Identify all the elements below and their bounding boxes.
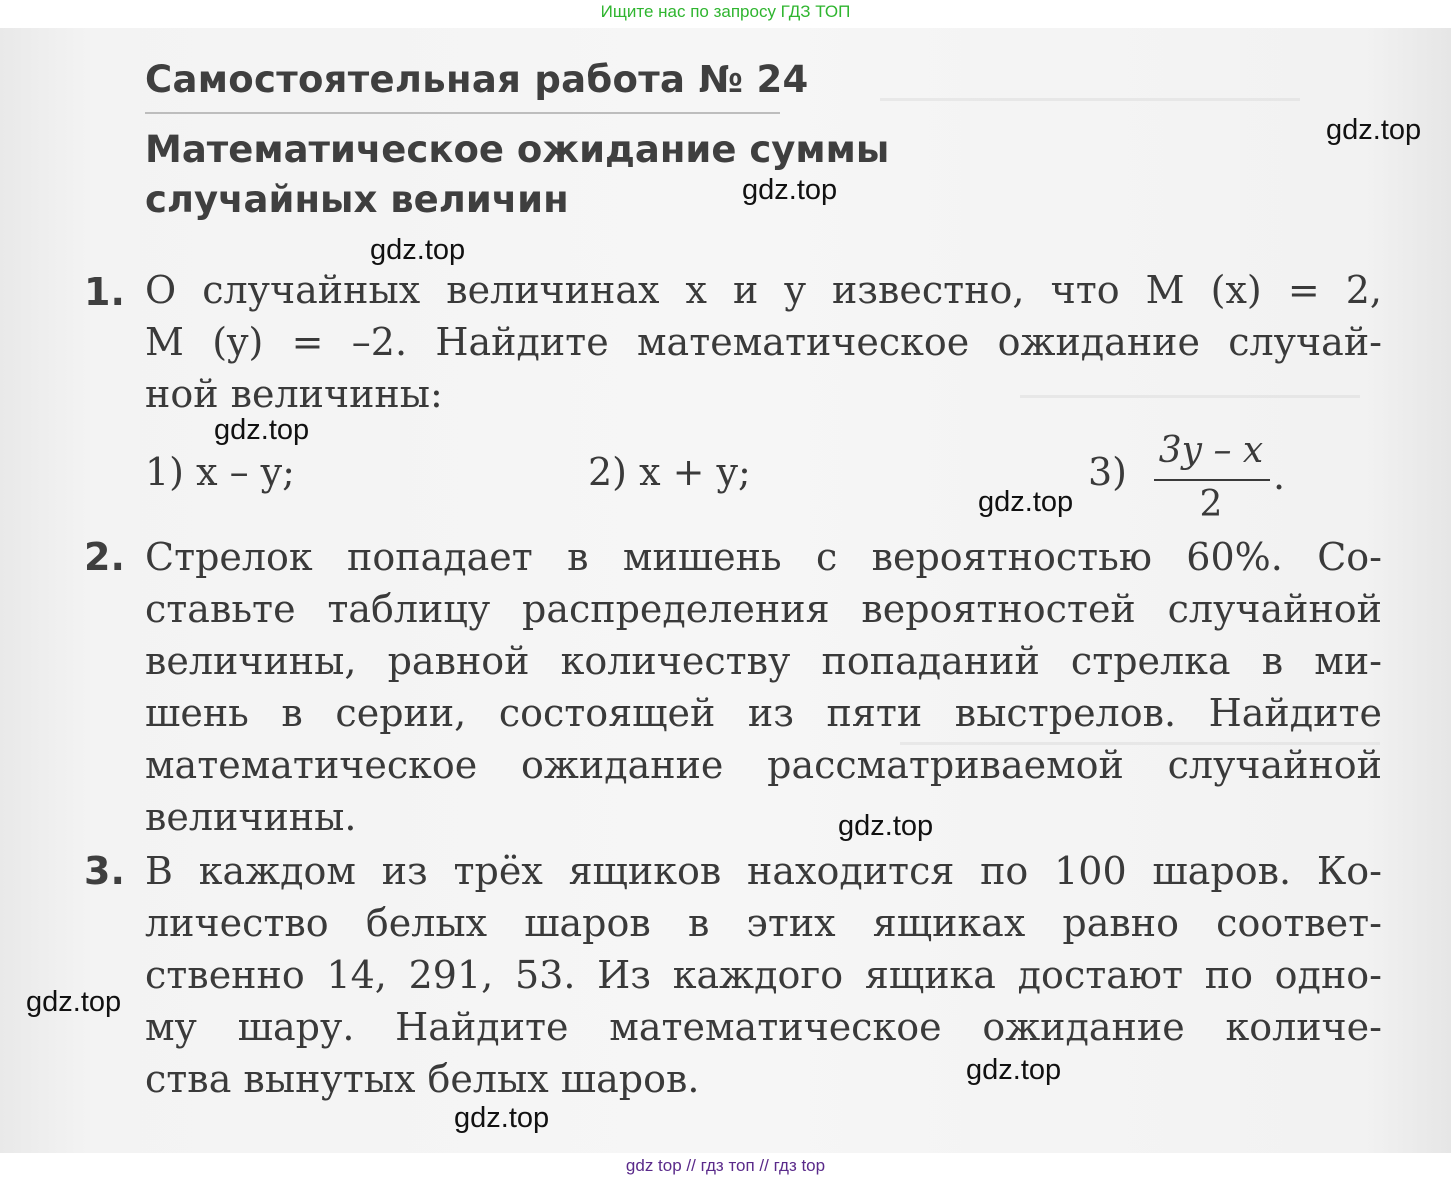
title-underline [145, 112, 780, 114]
task-2-line-5: математическое ожидание рассматриваемой случайной [145, 743, 1382, 787]
task-3-line-5: ства вынутых белых шаров. [145, 1057, 700, 1101]
fraction-period: . [1273, 454, 1286, 498]
task-3-line-2: личество белых шаров в этих ящиках равно соответ- [145, 901, 1382, 945]
task-2-line-1: Стрелок попадает в мишень с вероятностью 60%. Со- [145, 535, 1382, 579]
section-subtitle-line2: случайных величин [145, 178, 569, 221]
watermark: gdz.top [838, 810, 934, 842]
watermark: gdz.top [370, 234, 466, 266]
page-title: Самостоятельная работа № 24 [145, 58, 809, 101]
task-1-line-1: О случайных величинах x и y известно, что M (x) = 2, [145, 268, 1382, 312]
top-banner[interactable]: Ищите нас по запросу ГДЗ ТОП [600, 2, 851, 21]
task-2-line-4: шень в серии, состоящей из пяти выстрелов. Найдите [145, 691, 1382, 735]
task-1-number: 1. [84, 270, 125, 314]
task-2-line-3: величины, равной количеству попаданий стрелка в ми- [145, 639, 1382, 683]
watermark: gdz.top [214, 414, 310, 446]
task-1-option-2: 2) x + y; [588, 450, 751, 494]
task-2-number: 2. [84, 535, 125, 579]
bleed-through-line [880, 98, 1300, 101]
task-1-option-3-label: 3) [1088, 450, 1128, 494]
task-3-line-4: му шару. Найдите математическое ожидание количе- [145, 1005, 1382, 1049]
watermark: gdz.top [454, 1102, 550, 1134]
watermark: gdz.top [978, 486, 1074, 518]
watermark: gdz.top [1326, 114, 1422, 146]
task-2-line-2: ставьте таблицу распределения вероятностей случайной [145, 587, 1382, 631]
task-3-line-1: В каждом из трёх ящиков находится по 100 шаров. Ко- [145, 849, 1382, 893]
fraction-bar [1154, 479, 1270, 481]
task-1-option-1: 1) x – y; [145, 450, 295, 494]
fraction-numerator: 3y – x [1158, 430, 1264, 471]
watermark: gdz.top [742, 174, 838, 206]
task-3-line-3: ственно 14, 291, 53. Из каждого ящика достают по одно- [145, 953, 1382, 997]
watermark: gdz.top [966, 1054, 1062, 1086]
task-1-line-3: ной величины: [145, 372, 443, 416]
task-3-number: 3. [84, 849, 125, 893]
bottom-banner[interactable]: gdz top // гдз топ // гдз top [625, 1156, 826, 1175]
task-1-line-2: M (y) = –2. Найдите математическое ожидание случай- [145, 320, 1382, 364]
section-subtitle-line1: Математическое ожидание суммы [145, 128, 890, 171]
task-2-line-6: величины. [145, 795, 357, 839]
watermark: gdz.top [26, 986, 122, 1018]
fraction-denominator: 2 [1199, 484, 1223, 525]
